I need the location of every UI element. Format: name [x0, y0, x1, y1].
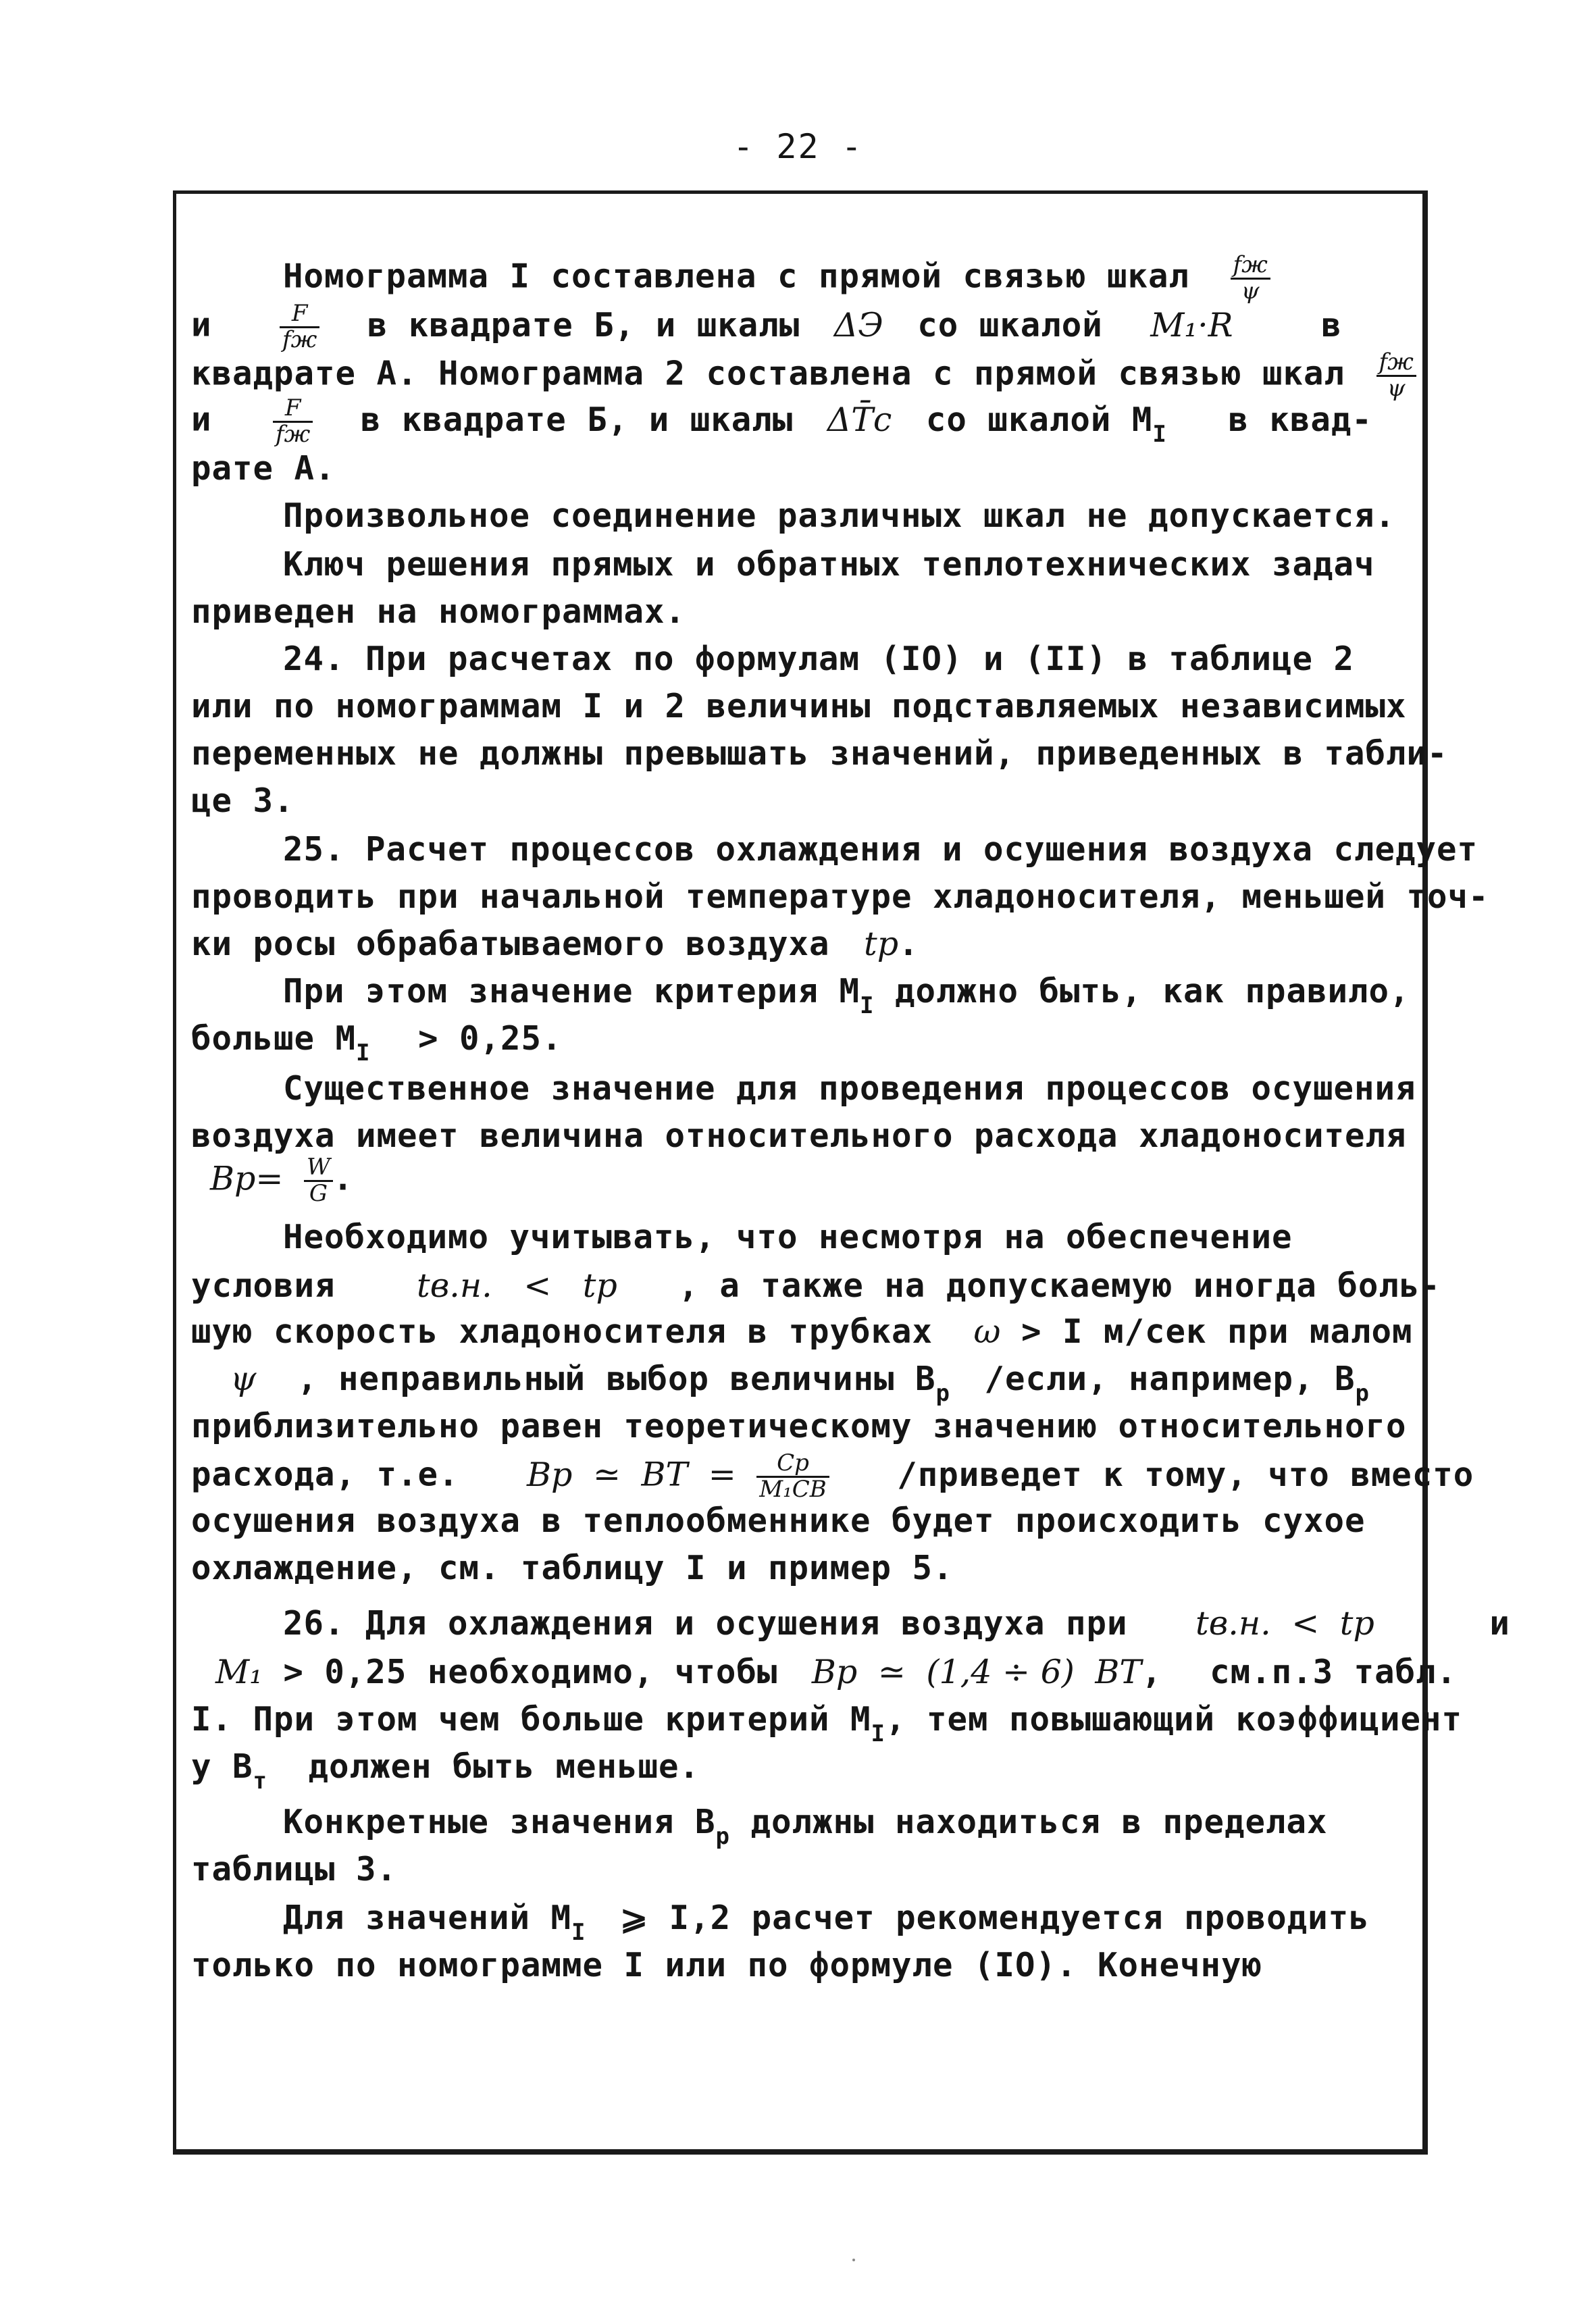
text-line: у $B_т$ должен быть меньше.	[191, 1747, 700, 1795]
text-line: Для значений $M_I$ ⩾ I,2 расчет рекомендуется проводить	[283, 1899, 1370, 1946]
text-line: приблизительно равен теоретическому значению относительного	[191, 1407, 1407, 1445]
fraction-fzh-psi: $\frac{fж}{\psi}$	[1231, 253, 1270, 303]
text-line: це 3.	[191, 781, 294, 820]
text-line: условия tв.н. < tp , а также на допускаемую иногда боль-	[191, 1266, 1441, 1305]
text-line: 26. Для охлаждения и осушения воздуха при tв.н. < tp и	[283, 1604, 1510, 1643]
text-line: охлаждение, см. таблицу I и пример 5.	[191, 1549, 954, 1587]
text-line: проводить при начальной температуре хладоносителя, меньшей точ-	[191, 877, 1489, 916]
text-line: Необходимо учитывать, что несмотря на обеспечение	[283, 1218, 1293, 1256]
text-line: только по номограмме I или по формуле (IO). Конечную	[191, 1946, 1263, 1984]
text-line: 25. Расчет процессов охлаждения и осушения воздуха следует	[283, 830, 1478, 869]
text-line: и $\frac{F}{fж}$ в квадрате Б, и шкалы ΔT̄c со шкалой $M_I$ в квад-	[191, 394, 1372, 448]
text-line: рате А.	[191, 449, 336, 488]
text-line: воздуха имеет величина относительного расхода хладоносителя	[191, 1116, 1407, 1155]
text-line: 24. При расчетах по формулам (IO) и (II) в таблице 2	[283, 640, 1355, 678]
page-number: - 22 -	[733, 127, 863, 166]
text-line: При этом значение критерия $M_I$ должно быть, как правило,	[283, 972, 1410, 1019]
text-line: Существенное значение для проведения процессов осушения	[283, 1069, 1416, 1108]
text-line: осушения воздуха в теплообменнике будет происходить сухое	[191, 1501, 1366, 1540]
fraction-F-fzh: $\frac{F}{fж}$	[280, 302, 319, 352]
text-line: или по номограммам I и 2 величины подставляемых независимых	[191, 687, 1407, 725]
fraction-F-fzh: $\frac{F}{fж}$	[273, 396, 313, 446]
formula-bp: Bp= $\frac{W}{G}$ .	[210, 1154, 354, 1207]
text-line: и $\frac{F}{fж}$ в квадрате Б, и шкалы ΔЭ со шкалой M₁·R в	[191, 300, 1342, 353]
text-line: ψ , неправильный выбор величины $B_р$ /если, например, $B_р$	[230, 1360, 1370, 1407]
text-line: шую скорость хладоносителя в трубках ω > I м/сек при малом	[191, 1312, 1413, 1351]
text-line: Произвольное соединение различных шкал не допускается.	[283, 496, 1396, 535]
text-line: ки росы обрабатываемого воздуха tp.	[191, 925, 919, 963]
text-line: таблицы 3.	[191, 1850, 398, 1888]
fraction-fzh-psi: $\frac{fж}{\psi}$	[1376, 351, 1416, 401]
text-line: Конкретные значения $B_р$ должны находиться в пределах	[283, 1803, 1328, 1850]
text-line: приведен на номограммах.	[191, 592, 686, 631]
text-line: квадрате А. Номограмма 2 составлена с прямой связью шкал $\frac{fж}{\psi}$	[191, 351, 1416, 401]
fraction-Cp-M1CB: $\frac{Cp}{\text{M₁CB}}$	[756, 1451, 829, 1501]
text-line: M₁ > 0,25 необходимо, чтобы Bp ≃ (1,4 ÷ 6) BT, см.п.3 табл.	[215, 1653, 1458, 1691]
scan-speck	[852, 2259, 855, 2261]
page-frame	[173, 190, 1510, 2155]
fraction-W-G: $\frac{W}{G}$	[304, 1156, 333, 1206]
text-line: переменных не должны превышать значений, приведенных в табли-	[191, 734, 1448, 773]
text-line: расхода, т.е. Bp ≃ BT = $\frac{Cp}{\text{M₁CB}}$ /приведет к тому, что вместо	[191, 1449, 1474, 1503]
text-line: больше $M_I > 0,25$.	[191, 1019, 563, 1066]
text-line: Ключ решения прямых и обратных теплотехнических задач	[283, 545, 1375, 584]
text-line: I. При этом чем больше критерий $M_I$, тем повышающий коэффициент	[191, 1700, 1463, 1747]
text-line: Номограмма I составлена с прямой связью шкал $\frac{fж}{\psi}$	[283, 253, 1270, 303]
